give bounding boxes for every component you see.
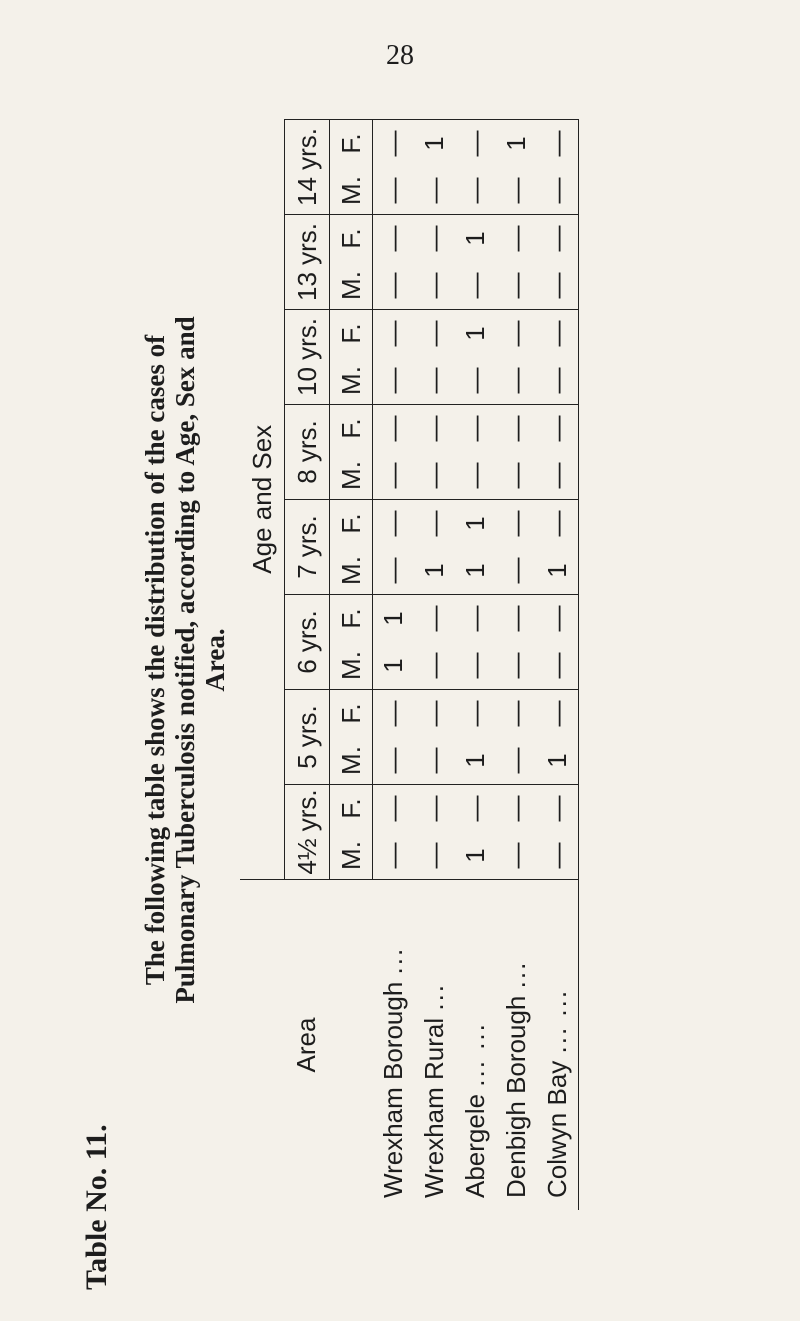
count-cell: — [501, 842, 531, 869]
male-header: M. [330, 452, 373, 500]
count-cell: — [501, 272, 531, 299]
count-cell: 1 [496, 120, 537, 168]
count-cell: — [378, 462, 408, 489]
age-group-header: 5 yrs. [285, 690, 330, 785]
count-cell: 1 [378, 658, 408, 673]
count-cell: — [496, 500, 537, 548]
count-cell: — [496, 215, 537, 263]
count-cell: — [537, 167, 579, 215]
count-cell: — [460, 272, 490, 299]
male-header: M. [330, 642, 373, 690]
caption-line-3: Area. [200, 628, 230, 692]
count-cell: — [414, 595, 455, 643]
count-cell: — [537, 357, 579, 405]
count-cell: — [537, 595, 579, 643]
female-header: F. [330, 785, 373, 833]
count-cell: — [501, 367, 531, 394]
male-header: M. [330, 547, 373, 595]
female-header: F. [330, 690, 373, 738]
count-cell: — [414, 405, 455, 453]
count-cell: — [378, 177, 408, 204]
count-cell: — [496, 690, 537, 738]
page-number: 28 [386, 40, 414, 71]
count-cell: — [378, 367, 408, 394]
count-cell: — [537, 405, 579, 453]
count-cell: — [378, 747, 408, 774]
count-cell: 1 [455, 215, 496, 263]
count-cell: — [455, 785, 496, 833]
count-cell: — [501, 652, 531, 679]
dot-leader: ... ... [542, 988, 572, 1054]
count-cell: — [501, 557, 531, 584]
count-cell: — [455, 595, 496, 643]
area-name: Colwyn Bay [542, 1060, 572, 1198]
count-cell: 1 [373, 595, 415, 643]
count-cell: — [419, 367, 449, 394]
count-cell: 1 [537, 737, 579, 785]
table-caption [140, 160, 230, 1160]
count-cell: — [455, 405, 496, 453]
male-header: M. [330, 167, 373, 215]
count-cell: — [419, 747, 449, 774]
count-cell: — [378, 842, 408, 869]
count-cell: — [460, 367, 490, 394]
count-cell: — [419, 272, 449, 299]
count-cell: — [537, 690, 579, 738]
count-cell: 1 [414, 120, 455, 168]
count-cell: — [501, 462, 531, 489]
count-cell: 1 [460, 848, 490, 863]
count-cell: — [378, 272, 408, 299]
count-cell: — [460, 652, 490, 679]
count-cell: — [373, 690, 415, 738]
count-cell: — [414, 215, 455, 263]
area-name-cell [414, 880, 455, 1211]
count-cell: 1 [419, 563, 449, 578]
count-cell: — [537, 215, 579, 263]
count-cell: — [537, 120, 579, 168]
count-cell: — [537, 642, 579, 690]
count-cell: — [419, 842, 449, 869]
count-cell: — [373, 500, 415, 548]
age-group-header: 14 yrs. [285, 120, 330, 215]
count-cell: 1 [460, 753, 490, 768]
table-row [455, 120, 496, 1211]
count-cell: — [537, 832, 579, 880]
dot-leader: ... ... [460, 1022, 490, 1087]
age-group-header: 13 yrs. [285, 215, 330, 310]
count-cell: — [414, 500, 455, 548]
count-cell: — [537, 262, 579, 310]
male-header: M. [330, 737, 373, 785]
age-group-header: 7 yrs. [285, 500, 330, 595]
count-cell: — [373, 785, 415, 833]
count-cell: — [378, 557, 408, 584]
count-cell: 1 [460, 563, 490, 578]
area-name-cell [537, 880, 579, 1211]
age-group-header: 4½ yrs. [285, 785, 330, 880]
female-header: F. [330, 405, 373, 453]
female-header: F. [330, 500, 373, 548]
female-header: F. [330, 215, 373, 263]
count-cell: — [460, 177, 490, 204]
area-name-cell [496, 880, 537, 1211]
count-cell: — [373, 215, 415, 263]
age-group-header: 6 yrs. [285, 595, 330, 690]
area-name: Wrexham Rural [419, 1017, 449, 1198]
count-cell: — [414, 690, 455, 738]
count-cell: — [419, 652, 449, 679]
count-cell: — [496, 405, 537, 453]
table-label: Table No. 11. [80, 1124, 113, 1290]
male-header: M. [330, 832, 373, 880]
rotated-table-page [80, 110, 640, 1290]
count-cell: 1 [455, 310, 496, 358]
age-group-header: 10 yrs. [285, 310, 330, 405]
count-cell: — [373, 120, 415, 168]
count-cell: — [501, 177, 531, 204]
table-row [496, 120, 537, 1211]
male-header: M. [330, 357, 373, 405]
dot-leader: ... [501, 960, 531, 989]
area-name-cell [455, 880, 496, 1211]
count-cell: — [496, 310, 537, 358]
area-name: Denbigh Borough [501, 995, 531, 1198]
table-row [373, 120, 415, 1211]
count-cell: — [455, 120, 496, 168]
dot-leader: ... [419, 982, 449, 1011]
count-cell: — [373, 405, 415, 453]
count-cell: — [501, 747, 531, 774]
area-column-header: Area [240, 880, 373, 1211]
area-name-cell [373, 880, 415, 1211]
count-cell: — [373, 310, 415, 358]
dot-leader: ... [377, 946, 408, 975]
count-cell: — [414, 310, 455, 358]
female-header: F. [330, 595, 373, 643]
count-cell: — [419, 462, 449, 489]
female-header: F. [330, 120, 373, 168]
count-cell: — [537, 785, 579, 833]
table-body [373, 120, 579, 1211]
female-header: F. [330, 310, 373, 358]
caption-line-1: The following table shows the distribution of the cases of [140, 334, 170, 986]
count-cell: — [537, 452, 579, 500]
count-cell: 1 [455, 500, 496, 548]
male-header: M. [330, 262, 373, 310]
age-and-sex-header: Age and Sex [240, 120, 285, 880]
count-cell: — [496, 785, 537, 833]
count-cell: — [455, 690, 496, 738]
area-name: Wrexham Borough [377, 981, 408, 1198]
caption-line-2: Pulmonary Tuberculosis notified, according to Age, Sex and [170, 316, 200, 1004]
count-cell: — [419, 177, 449, 204]
count-cell: — [460, 462, 490, 489]
count-cell: — [537, 500, 579, 548]
count-cell: — [537, 310, 579, 358]
tuberculosis-distribution-table [240, 119, 579, 1210]
count-cell: — [414, 785, 455, 833]
table-row [414, 120, 455, 1211]
area-name: Abergele [460, 1093, 490, 1198]
table-row [537, 120, 579, 1211]
count-cell: 1 [537, 547, 579, 595]
count-cell: — [496, 595, 537, 643]
age-group-header: 8 yrs. [285, 405, 330, 500]
